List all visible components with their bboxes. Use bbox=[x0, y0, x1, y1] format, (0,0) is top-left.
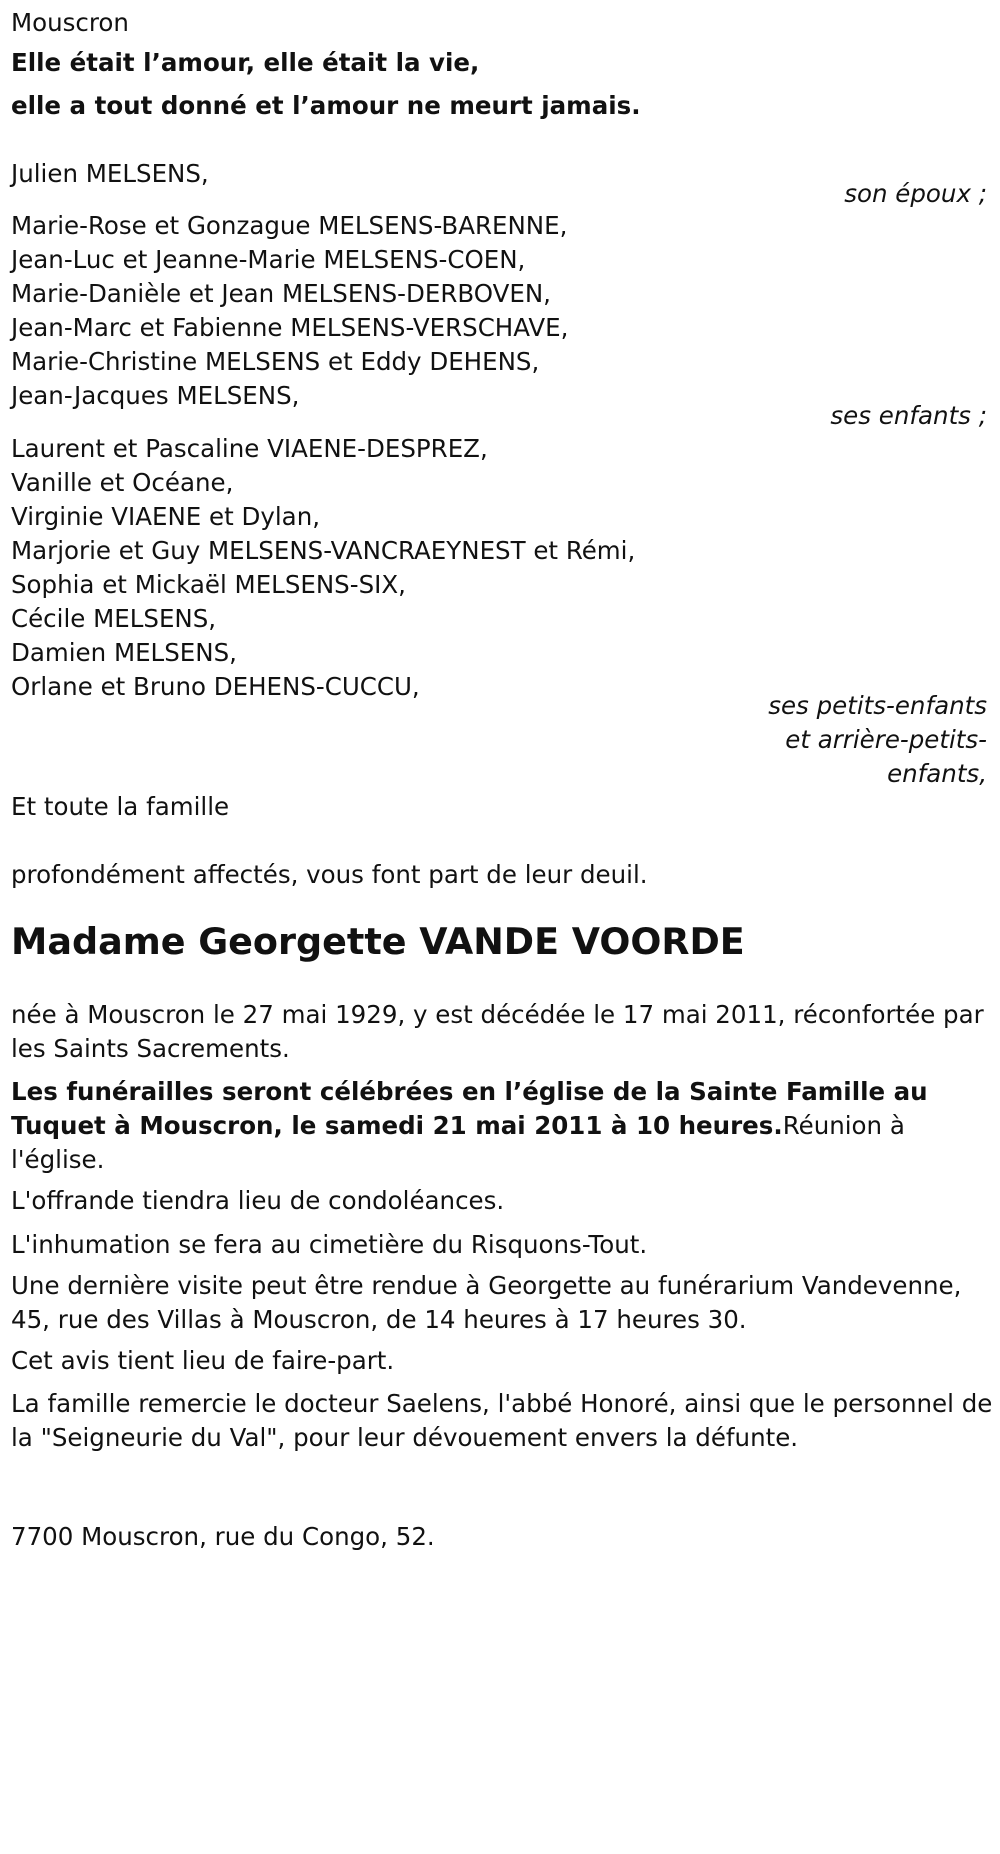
child-name: Jean-Luc et Jeanne-Marie MELSENS-COEN, bbox=[11, 245, 526, 274]
grandchildren-relation-line-2: et arrière-petits- bbox=[785, 725, 987, 754]
location: Mouscron bbox=[11, 8, 129, 37]
quote-line-1: Elle était l’amour, elle était la vie, bbox=[11, 48, 480, 77]
grandchild-name: Sophia et Mickaël MELSENS-SIX, bbox=[11, 570, 406, 599]
address-line: 7700 Mouscron, rue du Congo, 52. bbox=[11, 1522, 435, 1551]
quote-line-2: elle a tout donné et l’amour ne meurt jamais. bbox=[11, 91, 641, 120]
grandchild-name: Vanille et Océane, bbox=[11, 468, 234, 497]
child-name: Marie-Christine MELSENS et Eddy DEHENS, bbox=[11, 347, 540, 376]
funeral-rest-text: Réunion à l'église. bbox=[11, 1111, 905, 1174]
grandchild-name: Marjorie et Guy MELSENS-VANCRAEYNEST et Rémi, bbox=[11, 536, 636, 565]
child-name: Marie-Danièle et Jean MELSENS-DERBOVEN, bbox=[11, 279, 551, 308]
funeral-bold-text: Les funérailles seront célébrées en l’église de la Sainte Famille au Tuquet à Mouscron, le samedi 21 mai 2011 à 10 heures. bbox=[11, 1077, 928, 1140]
grandchild-name: Laurent et Pascaline VIAENE-DESPREZ, bbox=[11, 434, 488, 463]
thanks-paragraph: La famille remercie le docteur Saelens, l'abbé Honoré, ainsi que le personnel de la "Seigneurie du Val", pour leur dévouement envers la défunte. bbox=[11, 1389, 993, 1452]
funeral-paragraph bbox=[11, 1075, 996, 1177]
child-name: Jean-Jacques MELSENS, bbox=[11, 381, 300, 410]
grandchildren-relation-line-1: ses petits-enfants bbox=[768, 691, 987, 720]
deceased-name: Madame Georgette VANDE VOORDE bbox=[11, 920, 745, 963]
grandchildren-relation-line-3: enfants, bbox=[887, 759, 987, 788]
birth-death-paragraph: née à Mouscron le 27 mai 1929, y est décédée le 17 mai 2011, réconfortée par les Saints Sacrements. bbox=[11, 1000, 984, 1063]
offering-line: L'offrande tiendra lieu de condoléances. bbox=[11, 1186, 505, 1215]
spouse-relation: son époux ; bbox=[844, 179, 987, 208]
visit-paragraph: Une dernière visite peut être rendue à Georgette au funérarium Vandevenne, 45, rue des Villas à Mouscron, de 14 heures à 17 heures 30. bbox=[11, 1271, 962, 1334]
spouse-name: Julien MELSENS, bbox=[11, 159, 209, 188]
child-name: Jean-Marc et Fabienne MELSENS-VERSCHAVE, bbox=[11, 313, 569, 342]
announcement: profondément affectés, vous font part de leur deuil. bbox=[11, 860, 648, 889]
child-name: Marie-Rose et Gonzague MELSENS-BARENNE, bbox=[11, 211, 568, 240]
grandchild-name: Orlane et Bruno DEHENS-CUCCU, bbox=[11, 672, 420, 701]
burial-line: L'inhumation se fera au cimetière du Risquons-Tout. bbox=[11, 1230, 648, 1259]
whole-family: Et toute la famille bbox=[11, 792, 230, 821]
grandchild-name: Damien MELSENS, bbox=[11, 638, 237, 667]
grandchild-name: Cécile MELSENS, bbox=[11, 604, 217, 633]
children-relation: ses enfants ; bbox=[830, 401, 987, 430]
notice-line: Cet avis tient lieu de faire-part. bbox=[11, 1346, 395, 1375]
grandchild-name: Virginie VIAENE et Dylan, bbox=[11, 502, 321, 531]
